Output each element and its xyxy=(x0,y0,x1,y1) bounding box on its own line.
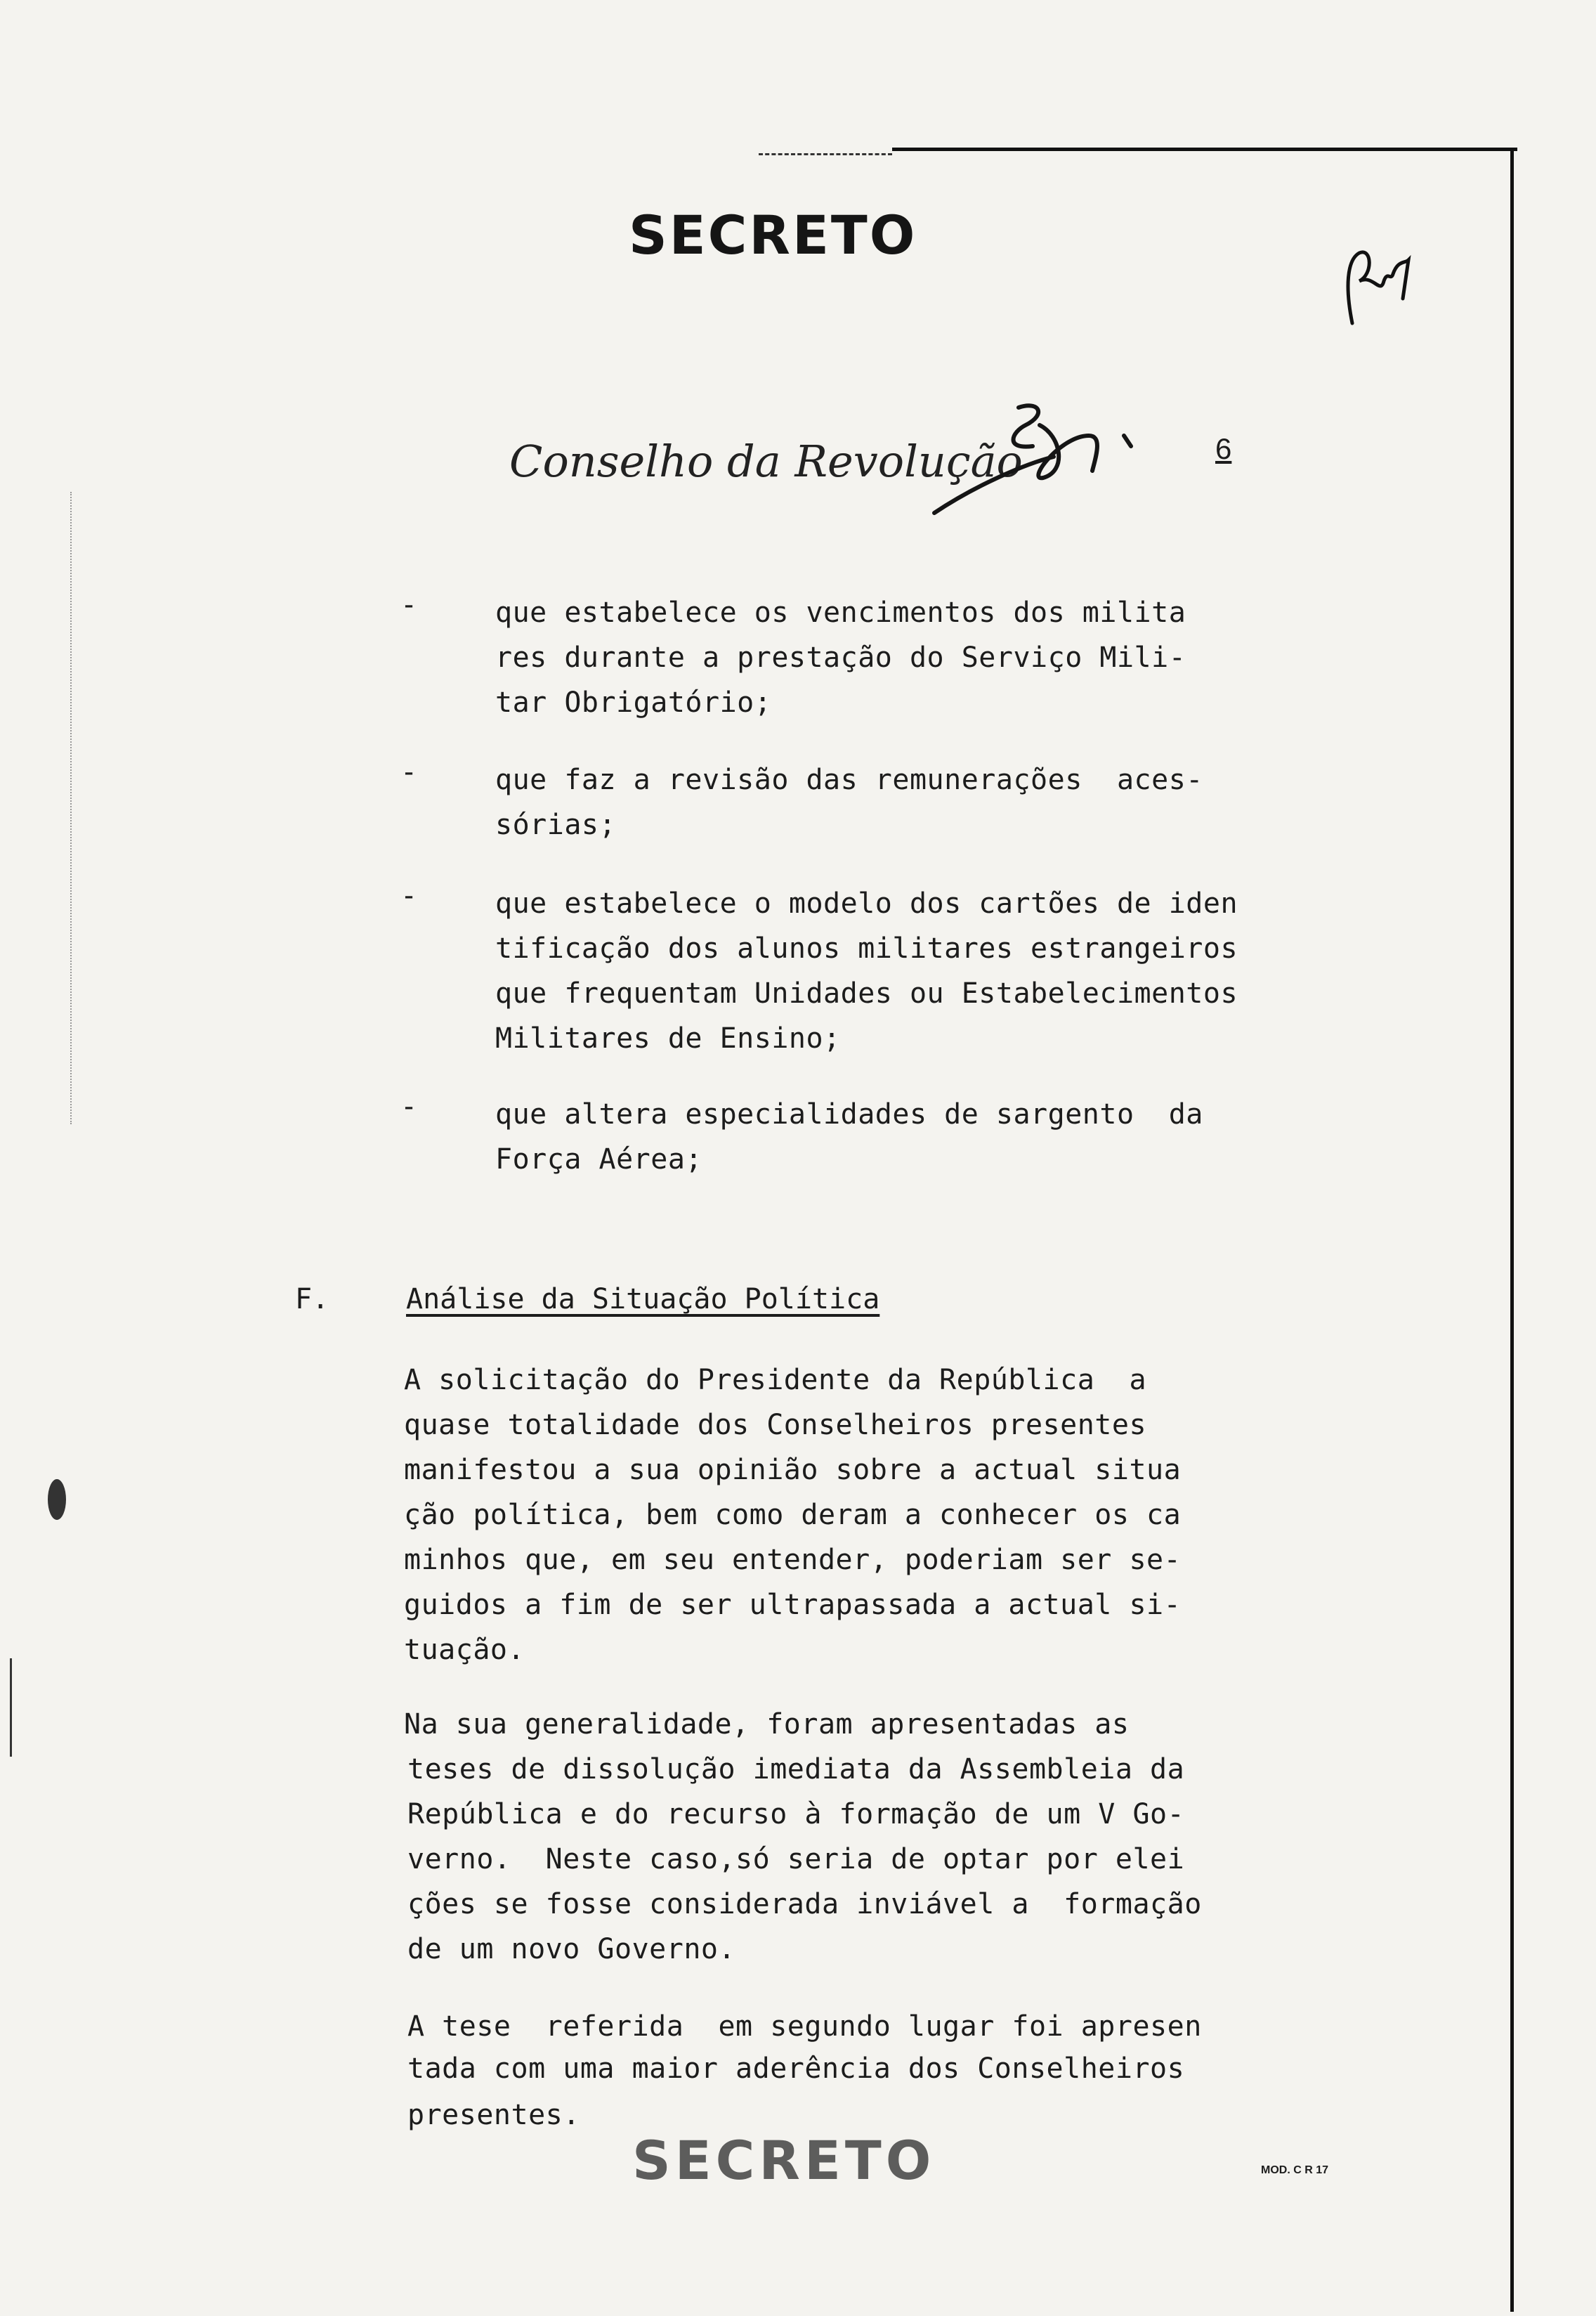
bullet-dash: - xyxy=(400,1091,418,1123)
classification-stamp-bottom: SECRETO xyxy=(632,2129,936,2192)
paragraph-line: tuação. xyxy=(404,1634,525,1666)
section-title: Análise da Situação Política xyxy=(406,1283,880,1315)
punch-hole-mark xyxy=(48,1479,66,1520)
bullet-line: que altera especialidades de sargento da xyxy=(495,1098,1203,1131)
paragraph-line: ções se fosse considerada inviável a formação xyxy=(407,1888,1202,1920)
bullet-line: que faz a revisão das remunerações aces- xyxy=(495,764,1203,796)
bullet-line: Militares de Ensino; xyxy=(495,1022,841,1055)
bullet-line: que frequentam Unidades ou Estabelecimentos xyxy=(495,977,1238,1010)
section-letter: F. xyxy=(295,1283,329,1315)
paragraph-line: verno. Neste caso,só seria de optar por elei xyxy=(407,1843,1185,1875)
bullet-line: sórias; xyxy=(495,809,617,841)
paragraph-line: guidos a fim de ser ultrapassada a actual si- xyxy=(404,1589,1182,1621)
bullet-dash: - xyxy=(400,880,418,912)
paragraph-line: ção política, bem como deram a conhecer os ca xyxy=(404,1499,1182,1531)
handwritten-signature xyxy=(920,393,1152,520)
bullet-line: que estabelece os vencimentos dos milita xyxy=(495,597,1186,629)
bullet-line: tar Obrigatório; xyxy=(495,687,772,719)
paragraph-line: manifestou a sua opinião sobre a actual situa xyxy=(404,1454,1182,1486)
bullet-line: res durante a prestação do Serviço Mili- xyxy=(495,642,1186,674)
bullet-line: Força Aérea; xyxy=(495,1143,702,1176)
paragraph-line: de um novo Governo. xyxy=(407,1933,736,1965)
top-dashed-rule xyxy=(759,153,892,157)
scan-edge-mark xyxy=(10,1658,12,1757)
paragraph-line: presentes. xyxy=(407,2099,580,2131)
bullet-dash: - xyxy=(400,589,418,621)
letterhead: Conselho da Revolução xyxy=(509,436,1023,487)
paragraph-line: teses de dissolução imediata da Assembleia da xyxy=(407,1753,1185,1785)
paragraph-line: República e do recurso à formação de um V Go- xyxy=(407,1798,1185,1830)
scan-edge-mark xyxy=(70,492,73,1124)
top-rule xyxy=(892,148,1517,151)
paragraph-line: quase totalidade dos Conselheiros presentes xyxy=(404,1409,1147,1441)
bullet-line: que estabelece o modelo dos cartões de iden xyxy=(495,887,1238,920)
bullet-line: tificação dos alunos militares estrangeiros xyxy=(495,932,1238,965)
paragraph-line: A solicitação do Presidente da República a xyxy=(404,1364,1147,1396)
classification-stamp-top: SECRETO xyxy=(629,204,917,266)
paragraph-line: A tese referida em segundo lugar foi apresen xyxy=(407,2010,1202,2043)
bullet-dash: - xyxy=(400,756,418,788)
form-code: MOD. C R 17 xyxy=(1261,2164,1329,2176)
handwritten-initials xyxy=(1338,232,1422,330)
page-number: 6 xyxy=(1215,432,1232,465)
paragraph-line: minhos que, em seu entender, poderiam ser se- xyxy=(404,1544,1182,1576)
right-margin-rule xyxy=(1510,148,1514,2312)
paragraph-line: tada com uma maior aderência dos Conselheiros xyxy=(407,2052,1185,2085)
paragraph-line: Na sua generalidade, foram apresentadas as xyxy=(404,1708,1130,1741)
